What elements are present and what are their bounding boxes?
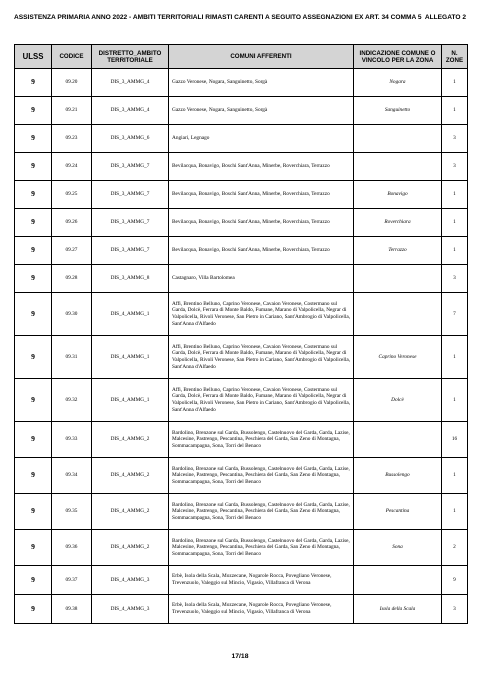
ulss-cell: 9 <box>15 237 52 265</box>
vincolo-cell: Terrazzo <box>354 237 442 265</box>
comuni-cell: Affi, Brentino Belluno, Caprino Veronese, Cavaion Veronese, Costermano sul Garda, Dolcè, Ferrara di Monte Baldo, Fumane, Marano di Valpolicella, Negrar di Valpolicella, Rivoli Veronese, San Pietro in Cariano, Sant'Ambrogio di Valpolicella, Sant'Anna d'Alfaedo <box>169 293 354 336</box>
ulss-cell: 9 <box>15 336 52 379</box>
zone-cell: 3 <box>442 595 468 624</box>
zone-cell: 1 <box>442 458 468 494</box>
table-row <box>15 125 468 153</box>
vincolo-cell <box>354 265 442 293</box>
zone-cell: 1 <box>442 97 468 125</box>
distretto-cell: DIS_4_AMMG_1 <box>92 293 169 336</box>
distretto-cell: DIS_3_AMMG_7 <box>92 209 169 237</box>
comuni-cell: Bevilacqua, Bonavigo, Boschi Sant'Anna, Minerbe, Roverchiara, Terrazzo <box>169 237 354 265</box>
table-header-row <box>15 45 468 69</box>
comuni-cell: Bardolino, Brenzone sul Garda, Bussolengo, Castelnuovo del Garda, Garda, Lazise, Malcesine, Pastrengo, Pescantina, Peschiera del Garda, San Zeno di Montagna, Sommacampagna, Sona, Torri del Benaco <box>169 422 354 458</box>
codice-cell: 09.32 <box>52 379 92 422</box>
ulss-cell: 9 <box>15 422 52 458</box>
vincolo-cell: Caprino Veronese <box>354 336 442 379</box>
table-row <box>15 422 468 458</box>
table-row <box>15 153 468 181</box>
vincolo-cell <box>354 153 442 181</box>
distretto-cell: DIS_4_AMMG_2 <box>92 494 169 530</box>
vincolo-cell <box>354 422 442 458</box>
distretto-cell: DIS_3_AMMG_6 <box>92 125 169 153</box>
table-row <box>15 237 468 265</box>
ulss-cell: 9 <box>15 153 52 181</box>
ulss-cell: 9 <box>15 209 52 237</box>
codice-cell: 09.38 <box>52 595 92 624</box>
table-row <box>15 494 468 530</box>
comuni-cell: Affi, Brentino Belluno, Caprino Veronese, Cavaion Veronese, Costermano sul Garda, Dolcè, Ferrara di Monte Baldo, Fumane, Marano di Valpolicella, Negrar di Valpolicella, Rivoli Veronese, San Pietro in Cariano, Sant'Ambrogio di Valpolicella, Sant'Anna d'Alfaedo <box>169 379 354 422</box>
table-row <box>15 336 468 379</box>
comuni-cell: Gazzo Veronese, Nogara, Sanguinetto, Sorgà <box>169 97 354 125</box>
table-row <box>15 379 468 422</box>
zone-cell: 9 <box>442 566 468 595</box>
codice-cell: 09.31 <box>52 336 92 379</box>
zone-cell: 1 <box>442 379 468 422</box>
ulss-cell: 9 <box>15 293 52 336</box>
distretto-cell: DIS_3_AMMG_4 <box>92 97 169 125</box>
vincolo-cell <box>354 566 442 595</box>
distretto-cell: DIS_3_AMMG_4 <box>92 69 169 97</box>
ulss-cell: 9 <box>15 494 52 530</box>
codice-cell: 09.28 <box>52 265 92 293</box>
comuni-cell: Affi, Brentino Belluno, Caprino Veronese, Cavaion Veronese, Costermano sul Garda, Dolcè, Ferrara di Monte Baldo, Fumane, Marano di Valpolicella, Negrar di Valpolicella, Rivoli Veronese, San Pietro in Cariano, Sant'Ambrogio di Valpolicella, Sant'Anna d'Alfaedo <box>169 336 354 379</box>
ulss-cell: 9 <box>15 458 52 494</box>
comuni-cell: Erbè, Isola della Scala, Mozzecane, Nogarole Rocca, Povegliano Veronese, Trevenzuolo, Valeggio sul Mincio, Vigasio, Villafranca di Verona <box>169 566 354 595</box>
codice-cell: 09.25 <box>52 181 92 209</box>
ulss-cell: 9 <box>15 125 52 153</box>
distretto-cell: DIS_4_AMMG_2 <box>92 422 169 458</box>
table-row <box>15 69 468 97</box>
allegato-label: ALLEGATO 2 <box>424 14 466 21</box>
ulss-cell: 9 <box>15 595 52 624</box>
comuni-cell: Angiari, Legnago <box>169 125 354 153</box>
zone-cell: 7 <box>442 293 468 336</box>
table-row <box>15 458 468 494</box>
zone-cell: 1 <box>442 237 468 265</box>
comuni-cell: Erbè, Isola della Scala, Mozzecane, Nogarole Rocca, Povegliano Veronese, Trevenzuolo, Valeggio sul Mincio, Vigasio, Villafranca di Verona <box>169 595 354 624</box>
distretto-cell: DIS_3_AMMG_7 <box>92 153 169 181</box>
zone-cell: 3 <box>442 153 468 181</box>
table-row <box>15 293 468 336</box>
vincolo-cell: Roverchiara <box>354 209 442 237</box>
codice-cell: 09.26 <box>52 209 92 237</box>
column-header-zone: N. ZONE <box>442 45 468 69</box>
zone-cell: 1 <box>442 209 468 237</box>
codice-cell: 09.24 <box>52 153 92 181</box>
comuni-cell: Bardolino, Brenzone sul Garda, Bussolengo, Castelnuovo del Garda, Garda, Lazise, Malcesine, Pastrengo, Pescantina, Peschiera del Garda, San Zeno di Montagna, Sommacampagna, Sona, Torri del Benaco <box>169 494 354 530</box>
codice-cell: 09.21 <box>52 97 92 125</box>
codice-cell: 09.36 <box>52 530 92 566</box>
codice-cell: 09.37 <box>52 566 92 595</box>
vincolo-cell: Bonavigo <box>354 181 442 209</box>
column-header-comuni: COMUNI AFFERENTI <box>169 45 354 69</box>
column-header-distretto: DISTRETTO_AMBITO TERRITORIALE <box>92 45 169 69</box>
codice-cell: 09.33 <box>52 422 92 458</box>
table-row <box>15 566 468 595</box>
table-body <box>15 69 468 624</box>
distretto-cell: DIS_4_AMMG_1 <box>92 336 169 379</box>
vincolo-cell <box>354 293 442 336</box>
comuni-cell: Bevilacqua, Bonavigo, Boschi Sant'Anna, Minerbe, Roverchiara, Terrazzo <box>169 209 354 237</box>
vincolo-cell <box>354 125 442 153</box>
table-row <box>15 181 468 209</box>
zone-cell: 1 <box>442 494 468 530</box>
ulss-cell: 9 <box>15 265 52 293</box>
codice-cell: 09.34 <box>52 458 92 494</box>
carenze-table <box>14 44 468 624</box>
distretto-cell: DIS_4_AMMG_1 <box>92 379 169 422</box>
zone-cell: 1 <box>442 181 468 209</box>
ulss-cell: 9 <box>15 566 52 595</box>
vincolo-cell: Dolcè <box>354 379 442 422</box>
comuni-cell: Bevilacqua, Bonavigo, Boschi Sant'Anna, Minerbe, Roverchiara, Terrazzo <box>169 153 354 181</box>
zone-cell: 3 <box>442 265 468 293</box>
distretto-cell: DIS_3_AMMG_7 <box>92 181 169 209</box>
table-row <box>15 530 468 566</box>
table-row <box>15 97 468 125</box>
zone-cell: 3 <box>442 125 468 153</box>
comuni-cell: Bevilacqua, Bonavigo, Boschi Sant'Anna, Minerbe, Roverchiara, Terrazzo <box>169 181 354 209</box>
column-header-vincolo: INDICAZIONE COMUNE O VINCOLO PER LA ZONA <box>354 45 442 69</box>
page-number: 17/18 <box>231 653 249 660</box>
column-header-ulss: ULSS <box>15 45 52 69</box>
distretto-cell: DIS_3_AMMG_7 <box>92 237 169 265</box>
table-row <box>15 595 468 624</box>
zone-cell: 2 <box>442 530 468 566</box>
ulss-cell: 9 <box>15 97 52 125</box>
distretto-cell: DIS_3_AMMG_8 <box>92 265 169 293</box>
vincolo-cell: Isola della Scala <box>354 595 442 624</box>
table-row <box>15 265 468 293</box>
ulss-cell: 9 <box>15 69 52 97</box>
zone-cell: 1 <box>442 336 468 379</box>
vincolo-cell: Nogara <box>354 69 442 97</box>
comuni-cell: Castagnaro, Villa Bartolomea <box>169 265 354 293</box>
document-title: ASSISTENZA PRIMARIA ANNO 2022 - AMBITI TERRITORIALI RIMASTI CARENTI A SEGUITO ASSEGNAZIONI EX ART. 34 COMMA 5 <box>14 14 422 21</box>
column-header-codice: CODICE <box>52 45 92 69</box>
zone-cell: 16 <box>442 422 468 458</box>
comuni-cell: Bardolino, Brenzone sul Garda, Bussolengo, Castelnuovo del Garda, Garda, Lazise, Malcesine, Pastrengo, Pescantina, Peschiera del Garda, San Zeno di Montagna, Sommacampagna, Sona, Torri del Benaco <box>169 458 354 494</box>
page-header <box>14 14 466 26</box>
vincolo-cell: Sona <box>354 530 442 566</box>
comuni-cell: Gazzo Veronese, Nogara, Sanguinetto, Sorgà <box>169 69 354 97</box>
vincolo-cell: Pescantina <box>354 494 442 530</box>
distretto-cell: DIS_4_AMMG_3 <box>92 566 169 595</box>
ulss-cell: 9 <box>15 530 52 566</box>
codice-cell: 09.27 <box>52 237 92 265</box>
codice-cell: 09.23 <box>52 125 92 153</box>
distretto-cell: DIS_4_AMMG_3 <box>92 595 169 624</box>
table-row <box>15 209 468 237</box>
vincolo-cell: Sanguinetto <box>354 97 442 125</box>
zone-cell: 1 <box>442 69 468 97</box>
vincolo-cell: Bussolengo <box>354 458 442 494</box>
ulss-cell: 9 <box>15 379 52 422</box>
codice-cell: 09.30 <box>52 293 92 336</box>
codice-cell: 09.35 <box>52 494 92 530</box>
comuni-cell: Bardolino, Brenzone sul Garda, Bussolengo, Castelnuovo del Garda, Garda, Lazise, Malcesine, Pastrengo, Pescantina, Peschiera del Garda, San Zeno di Montagna, Sommacampagna, Sona, Torri del Benaco <box>169 530 354 566</box>
distretto-cell: DIS_4_AMMG_2 <box>92 458 169 494</box>
distretto-cell: DIS_4_AMMG_2 <box>92 530 169 566</box>
codice-cell: 09.20 <box>52 69 92 97</box>
ulss-cell: 9 <box>15 181 52 209</box>
